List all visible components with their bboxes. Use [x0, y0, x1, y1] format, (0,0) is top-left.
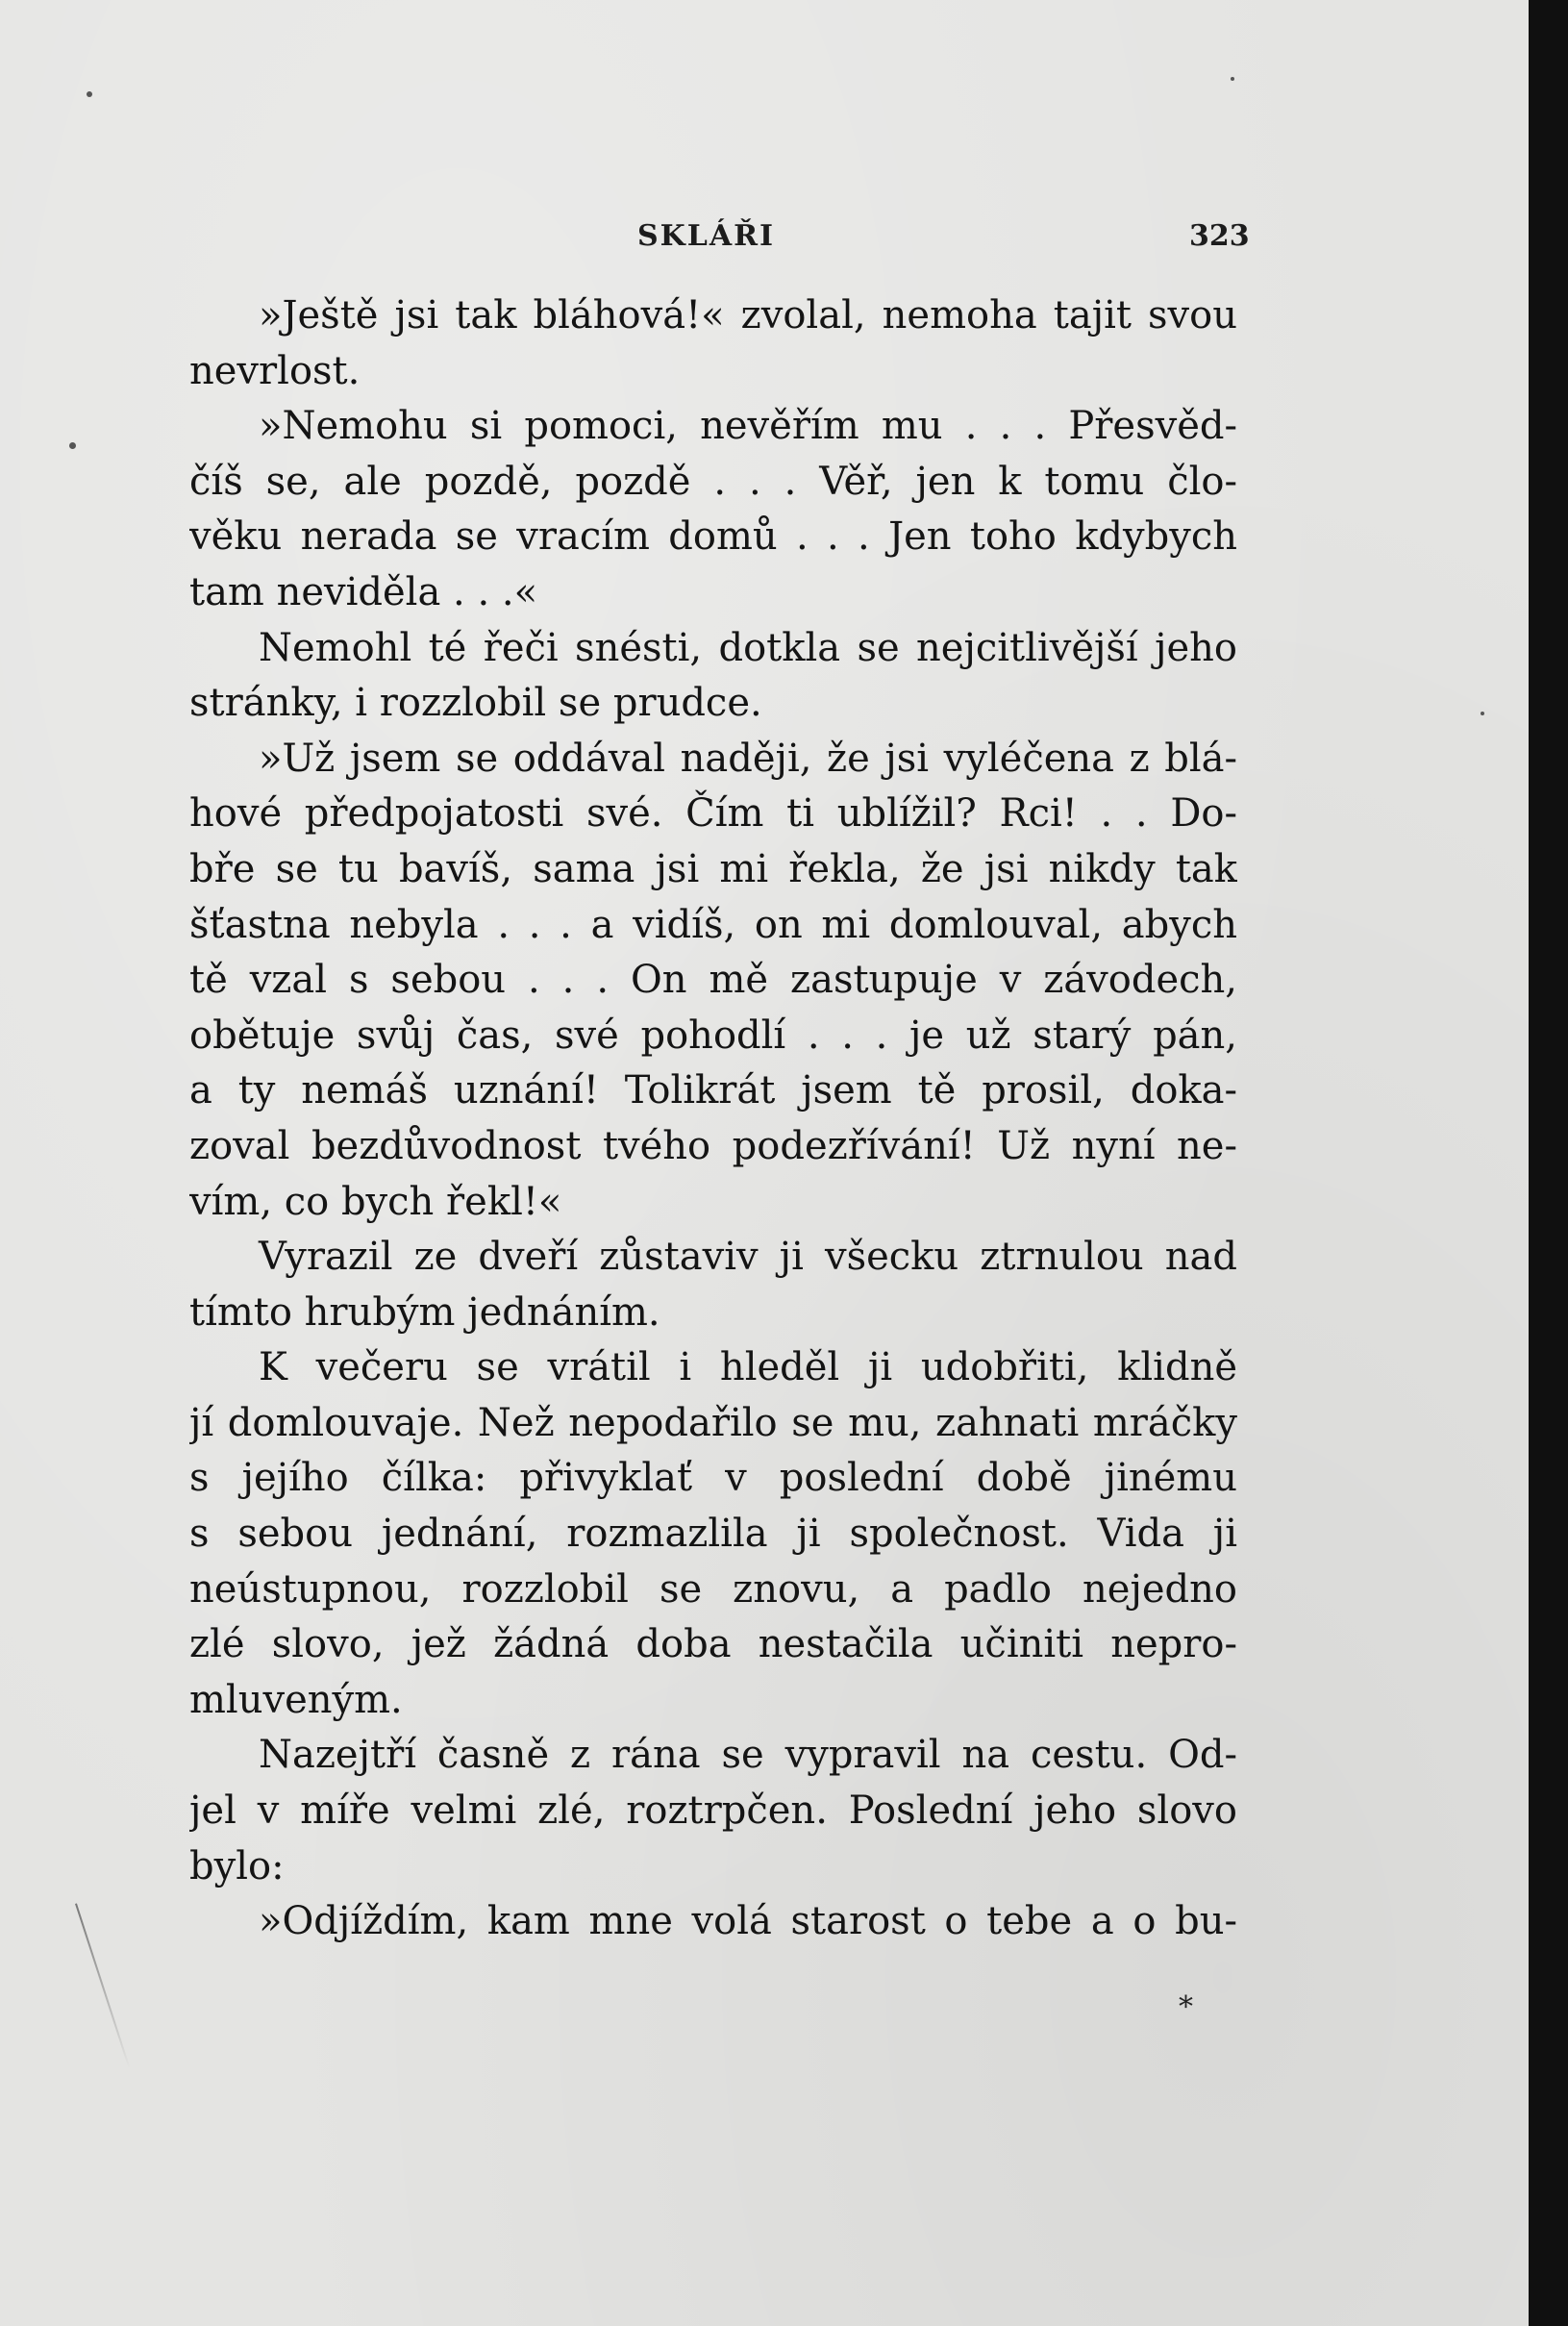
text-line: neústupnou, rozzlobil se znovu, a padlo nejedno — [189, 1566, 1237, 1612]
paper-speck — [1481, 712, 1484, 715]
text-line: věku nerada se vracím domů . . . Jen toho kdybych — [189, 514, 1237, 560]
text-line: K večeru se vrátil i hleděl ji udobřiti, klidně — [259, 1345, 1237, 1390]
text-line: Nemohl té řeči snésti, dotkla se nejcitlivější jeho — [259, 625, 1237, 670]
paper-speck — [69, 442, 76, 449]
page-number: 323 — [1189, 219, 1250, 253]
text-line: nevrlost. — [189, 348, 361, 393]
text-line: »Odjíždím, kam mne volá starost o tebe a o bu- — [259, 1899, 1237, 1944]
text-line: s jejího čílka: přivyklať v poslední době jinému — [189, 1456, 1237, 1501]
paper-speck — [1231, 77, 1234, 81]
paper-speck — [87, 91, 92, 97]
text-line: Nazejtří časně z rána se vypravil na cestu. Od- — [259, 1733, 1237, 1778]
text-line: číš se, ale pozdě, pozdě . . . Věř, jen k tomu člo- — [189, 459, 1237, 504]
text-line: tam neviděla . . .« — [189, 569, 538, 614]
running-head-title: SKLÁŘI — [637, 219, 776, 253]
text-line: s sebou jednání, rozmazlila ji společnost. Vida ji — [189, 1512, 1237, 1557]
text-line: mluveným. — [189, 1677, 403, 1722]
text-line: Vyrazil ze dveří zůstaviv ji všecku ztrnulou nad — [259, 1235, 1237, 1280]
text-line: zlé slovo, jež žádná doba nestačila učiniti nepro- — [189, 1622, 1237, 1667]
text-line: »Nemohu si pomoci, nevěřím mu . . . Přesvěd- — [259, 404, 1237, 449]
text-line: »Ještě jsi tak bláhová!« zvolal, nemoha tajit svou — [259, 293, 1237, 338]
body-text — [189, 288, 1237, 1950]
text-line: jel v míře velmi zlé, roztrpčen. Poslední jeho slovo — [189, 1788, 1237, 1834]
text-line: jí domlouvaje. Než nepodařilo se mu, zahnati mráčky — [189, 1400, 1237, 1445]
text-line: bylo: — [189, 1843, 285, 1888]
paper-scratch — [75, 1903, 131, 2068]
text-line: tímto hrubým jednáním. — [189, 1289, 660, 1335]
text-line: zoval bezdůvodnost tvého podezřívání! Už nyní ne- — [189, 1123, 1237, 1168]
text-line: tě vzal s sebou . . . On mě zastupuje v závodech, — [189, 958, 1237, 1003]
text-line: a ty nemáš uznání! Tolikrát jsem tě prosil, doka- — [189, 1068, 1237, 1113]
text-line: obětuje svůj čas, své pohodlí . . . je už starý pán, — [189, 1013, 1237, 1058]
text-line: »Už jsem se oddával naději, že jsi vyléčena z blá- — [259, 736, 1237, 781]
text-line: stránky, i rozzlobil se prudce. — [189, 681, 762, 726]
page-right-edge — [1529, 0, 1568, 2326]
text-line: hové předpojatosti své. Čím ti ublížil? Rci! . . Do- — [189, 791, 1237, 837]
signature-mark: * — [1179, 1990, 1193, 2024]
text-line: šťastna nebyla . . . a vidíš, on mi domlouval, abych — [189, 902, 1237, 947]
text-line: vím, co bych řekl!« — [189, 1179, 562, 1224]
running-head — [0, 212, 1529, 260]
text-line: bře se tu bavíš, sama jsi mi řekla, že jsi nikdy tak — [189, 846, 1237, 891]
